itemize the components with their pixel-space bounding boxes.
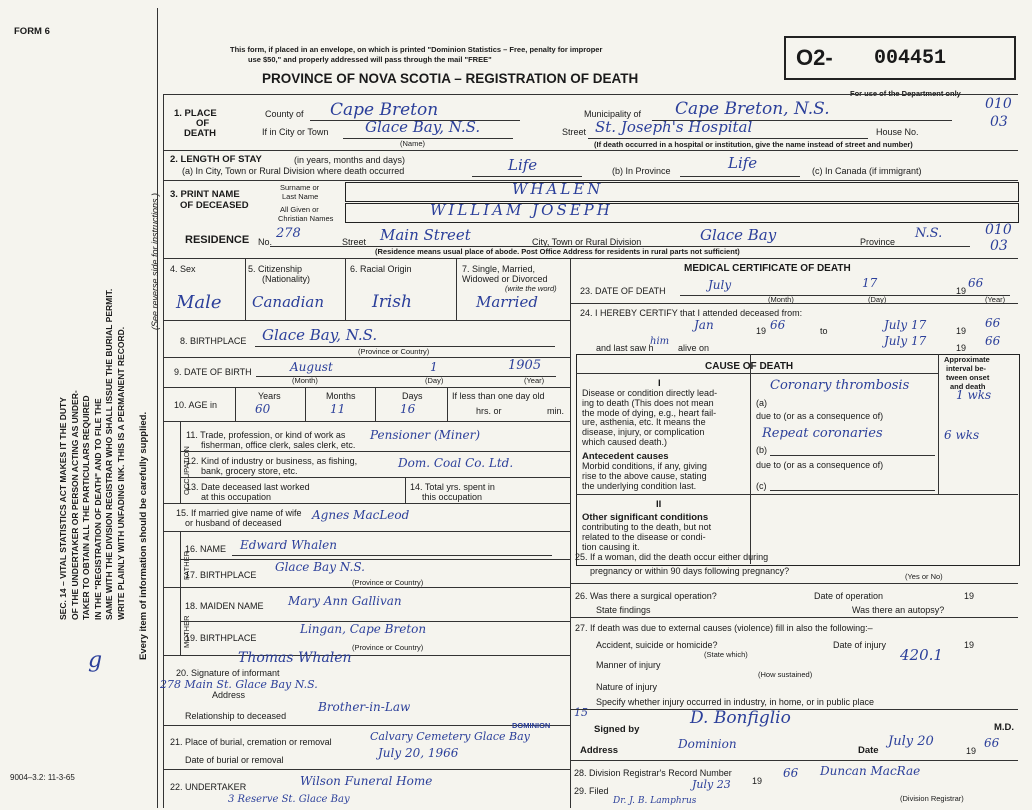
filed-date: July 23	[692, 778, 731, 791]
registration-number: 004451	[874, 47, 947, 70]
division-registrar: Duncan MacRae	[820, 764, 921, 778]
age-years: 60	[255, 402, 271, 416]
spouse-value: Agnes MacLeod	[312, 508, 410, 522]
cause-a: Coronary thrombosis	[770, 378, 910, 393]
dob-day: 1	[430, 360, 438, 374]
marital-value: Married	[476, 293, 538, 311]
trade-value: Pensioner (Miner)	[370, 428, 481, 442]
every-item-note: Every item of information should be carefully supplied.	[138, 411, 149, 660]
relationship-value: Brother-in-Law	[318, 700, 411, 714]
municipality-value: Cape Breton, N.S.	[675, 99, 830, 119]
undertaker-address: 3 Reserve St. Glace Bay	[228, 794, 350, 805]
father-name: Edward Whalen	[240, 538, 337, 552]
legal-notice: SEC. 14 – VITAL STATISTICS ACT MAKES IT THE DUTY OF THE UNDERTAKER OR PERSON ACTING AS UNDER- TAKER TO OBTAIN ALL THE PARTICULARS REQUIRED IN THE "REGISTRATION OF DEATH" AND TO FILE THE SAME WITH THE DIVISION REGISTRAR WHO SHALL ISSUE THE BURIAL PERMIT. WRITE PLAINLY WITH UNFADING INK. THIS IS A PERMANENT RECORD.	[58, 288, 126, 620]
sex-value: Male	[176, 292, 222, 313]
surname-box	[345, 182, 1019, 202]
age-days: 16	[400, 402, 416, 416]
side-initial: g	[88, 648, 103, 673]
dod-day: 17	[862, 276, 878, 290]
interval-a: 1 wks	[956, 388, 992, 402]
death-registration-form: SEC. 14 – VITAL STATISTICS ACT MAKES IT THE DUTY OF THE UNDERTAKER OR PERSON ACTING AS UNDER- TAKER TO OBTAIN ALL THE PARTICULARS REQUIRED IN THE "REGISTRATION OF DEATH" AND TO FILE THE SAME WITH THE DIVISION REGISTRAR WHO SHALL ISSUE THE BURIAL PERMIT. WRITE PLAINLY WITH UNFADING INK. THIS IS A PERMANENT RECORD. Every item of information should be carefully supplied. (See reverse side for instructions.) g FORM 6 9004–3.2: 11-3-65 This form, if placed in an envelope, on which is printed "Dominion Statistics – Free, penalty for improper use $50," and properly addressed will pass through the mail "FREE" PROVINCE OF NOVA SCOTIA – REGISTRATION OF DEATH O2- 004451 For use of the Department only 1. PLACE OF DEATH County of Cape Breton Municipality of Cape Breton, N.S. 010 If in City or Town Glace Bay, N.S. (Name) Street St. Joseph's Hospital House No. 03 (If death occurred in a hospital or institution, give the name instead of street and number) 2. LENGTH OF STAY (in years, months and days) (a) In City, Town or Rural Division where death occurred Life (b) In Province Life (c) In Canada (if immigrant) 3. PRINT NAME OF DECEASED Surname or Last Name All Given or Christian Names WHALEN WILLIAM JOSEPH RESIDENCE No. 278 Street Main Street City, Town or Rural Division Glace Bay Province N.S. 010 03 (Residence means usual place of abode. Post Office Address for residents in rural parts not sufficient) 4. Sex 5. Citizenship (Nationality) 6. Racial Origin 7. Single, Married, Widowed or Divorced (write the word) Male Canadian Irish Married 8. BIRTHPLACE Glace Bay, N.S. (Province or Country) 9. DATE OF BIRTH August 1 1905 (Month) (Day) (Year) 10. AGE in Years Months Days 60 11 16 If less than one day old hrs. or min. OCCUPATION 11. Trade, profession, or kind of work as fisherman, office clerk, sales clerk, etc. Pensioner (Miner) 12. Kind of industry or business, as fishing, bank, grocery store, etc. Dom. Coal Co. Ltd. 13. Date deceased last worked at this occupation 14. Total yrs. spent in this occupation 15. If married give name of wife or husband of deceased Agnes MacLeod FATHER 16. NAME Edward Whalen 17. BIRTHPLACE Glace Bay N.S. (Province or Country) MOTHER 18. MAIDEN NAME Mary Ann Gallivan 19. BIRTHPLACE Lingan, Cape Breton (Province or Country) 20. Signature of informant Thomas Whalen Address 278 Main St. Glace Bay N.S. Relationship to deceased Brother-in-Law 21. Place of burial, cremation or removal Calvary Cemetery Glace Bay DOMINION Date of burial or removal July 20, 1966 22. UNDERTAKER Wilson Funeral Home 3 Reserve St. Glace Bay MEDICAL CERTIFICATE OF DEATH 23. DATE OF DEATH July 17 19 66 (Month) (Day) (Year) 24. I HEREBY CERTIFY that I attended deceased from: Jan 19 66 to July 17 19 66 and last saw h him alive on July 17 19 66 CAUSE OF DEATH Approximate interval be- tween onset and death I Disease or condition directly lead- ing to death (This does not mean the mode of dying, e.g., heart fail- ure, asthenia, etc. It means the disease, injury, or complication which caused death.) (a) Coronary thrombosis 1 wks due to (or as a consequence of) Repeat coronaries 6 wks (b) due to (or as a consequence of) (c) Antecedent causes Morbid conditions, if any, giving rise to the above cause, stating the underlying condition last. II Other significant conditions contributing to the death, but not related to the disease or condi- tion causing it. 25. If a woman, did the death occur either during pregnancy or within 90 days following pregnancy? (Yes or No) 26. Was there a surgical operation? Date of operation 19 State findings Was there an autopsy? 27. If death was due to external causes (violence) fill in also the following:– Accident, suicide or homicide? Date of injury 19 (State which) 420.1 Manner of injury (How sustained) Nature of injury Specify whether injury occurred in industry, in home, or in public place 15 Signed by D. Bonfiglio M.D. Address Dominion Date July 20 19 66 28. Division Registrar's Record Number 19 66 Duncan MacRae 29. Filed July 23 Dr. J. B. Lamphrus (Division Registrar)	[0, 0, 1032, 810]
interval-b: 6 wks	[944, 428, 980, 442]
physician-address: Dominion	[678, 737, 737, 751]
form-number: FORM 6	[14, 26, 50, 37]
burial-place: Calvary Cemetery Glace Bay	[370, 730, 530, 743]
dob-year: 1905	[508, 358, 542, 373]
reverse-note: (See reverse side for instructions.)	[150, 192, 160, 330]
street-value: St. Joseph's Hospital	[595, 118, 753, 136]
injury-code: 420.1	[900, 646, 943, 664]
age-months: 11	[330, 402, 346, 416]
county-value: Cape Breton	[330, 100, 439, 120]
informant-signature: Thomas Whalen	[238, 650, 352, 666]
burial-date: July 20, 1966	[378, 746, 459, 760]
surname-value: WHALEN	[512, 180, 604, 198]
form-title: PROVINCE OF NOVA SCOTIA – REGISTRATION OF DEATH	[262, 71, 639, 86]
birthplace-value: Glace Bay, N.S.	[262, 326, 378, 344]
father-birthplace: Glace Bay N.S.	[275, 560, 365, 574]
city-value: Glace Bay, N.S.	[365, 118, 481, 136]
mother-maiden-name: Mary Ann Gallivan	[288, 594, 402, 608]
cause-b: Repeat coronaries	[762, 426, 883, 441]
intro-line-2: use $50," and properly addressed will pass through the mail "FREE"	[248, 55, 492, 64]
given-names-value: WILLIAM JOSEPH	[430, 201, 613, 219]
record-number: 66	[783, 766, 799, 780]
dob-month: August	[290, 360, 333, 374]
filed-by: Dr. J. B. Lamphrus	[613, 796, 697, 806]
citizenship-value: Canadian	[252, 293, 325, 311]
mother-birthplace: Lingan, Cape Breton	[300, 622, 427, 636]
dod-month: July	[708, 278, 732, 292]
registration-number-box: O2- 004451	[784, 36, 1016, 80]
informant-address: 278 Main St. Glace Bay N.S.	[160, 678, 318, 691]
dod-year: 66	[968, 276, 984, 290]
industry-value: Dom. Coal Co. Ltd.	[398, 456, 514, 470]
signature-date: July 20	[888, 734, 934, 749]
undertaker-value: Wilson Funeral Home	[300, 774, 433, 788]
physician-signature: D. Bonfiglio	[690, 708, 791, 728]
racial-origin-value: Irish	[372, 292, 412, 312]
footer-code: 9004–3.2: 11-3-65	[10, 773, 75, 782]
intro-line-1: This form, if placed in an envelope, on which is printed "Dominion Statistics – Free, penalty for improper	[230, 45, 603, 54]
